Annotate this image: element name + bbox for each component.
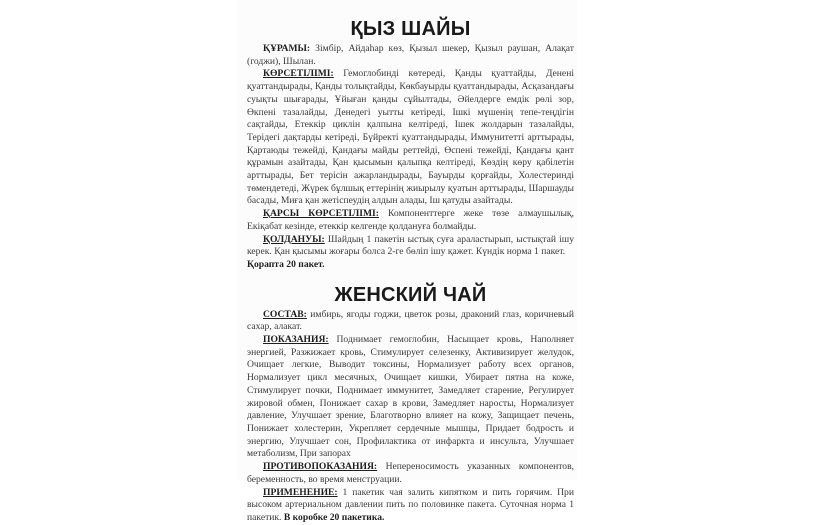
ru-contraindications-text: Непереносимость указанных компонентов, беременность, во время менструации. xyxy=(247,461,574,485)
kz-usage-label: ҚОЛДАНУЫ: xyxy=(263,233,325,245)
ru-usage-text: 1 пакетик чая залить кипятком и пить горячим. При высоком артериальном давлении пить по половинке пакета. Суточная норма 1 пакетик. xyxy=(247,486,574,523)
kz-indications-label: КӨРСЕТІЛІМІ: xyxy=(263,68,334,80)
ru-usage-label: ПРИМЕНЕНИЕ: xyxy=(263,486,338,498)
kz-usage xyxy=(247,234,574,259)
kz-contraindications-text: Компоненттерге жеке төзе алмаушылық, Екіқабат кезінде, етеккір келгенде қолдануға болмайды. xyxy=(247,208,574,232)
kz-contraindications-label: ҚАРСЫ КӨРСЕТІЛІМІ: xyxy=(263,208,379,220)
kz-contraindications xyxy=(247,208,574,233)
ru-indications-text: Поднимает гемоглобин, Насыщает кровь, Наполняет энергией, Разжижает кровь, Стимулирует селезенку, Активизирует желудок, Очищает легкие, Выводит токсины, Нормализует работу всех органов, Нормализует цикл месячных, Очищает кишки, Убирает пятна на коже, Стимулирует почки, Поднимает иммунитет, Замедляет старение, Регулирует жировой обмен, Понижает сахар в крови, Замедляет наросты, Нормализует давление, Улучшает зрение, Благотворно влияет на кожу, Защищает печень, Понижает холестерин, Укрепляет сердечные мышцы, Придает бодрость и энергию, Улучшает сон, Профилактика от инфаркта и инсульта, Улучшает метаболизм, При запорах xyxy=(247,334,574,460)
ru-title: ЖЕНСКИЙ ЧАЙ xyxy=(334,283,487,306)
ru-composition-label: СОСТАВ: xyxy=(263,308,307,320)
ru-composition-text: имбирь, ягоды годжи, цветок розы, драконий глаз, коричневый сахар, алакат. xyxy=(247,308,574,333)
ru-contraindications-label: ПРОТИВОПОКАЗАНИЯ: xyxy=(263,461,378,473)
ru-composition xyxy=(247,309,574,334)
kz-box-count: Қорапта 20 пакет. xyxy=(247,258,325,270)
kz-composition xyxy=(247,43,574,68)
ru-contraindications xyxy=(247,461,574,486)
ru-indications xyxy=(247,334,574,461)
kz-composition-text: Зімбір, Айдаһар көз, Қызыл шекер, Қызыл раушан, Алақат (годжи), Шылан. xyxy=(247,43,574,67)
kz-composition-label: ҚҰРАМЫ: xyxy=(263,43,311,54)
kz-indications xyxy=(247,68,574,208)
document-content xyxy=(247,18,574,525)
kz-usage-text: Шайдың 1 пакетін ыстық суға араластырып, ыстықтай ішу керек. Қан қысымы жоғары болса 2-ге бөліп ішу қажет. Күндік норма 1 пакет. xyxy=(247,233,574,258)
kz-title: ҚЫЗ ШАЙЫ xyxy=(350,18,471,40)
kz-indications-text: Гемоглобинді көтереді, Қанды қуаттайды, Денені қуаттандырады, Қанды толықтайды, Көкбауырды қуаттандырады, Асқазандағы суықты шығарады, Ұйыған қанды сұйылтады, Әйелдерге емдік рөлі зор, Өкпені тазалайды, Денедегі уытты кетіреді, Ішкі мүшенің тепе-теңдігін сақтайды, Етеккір циклін қалпына келтіреді, Ішек жолдарын тазалайды, Терідегі дақтарды кетіреді, Бүйректі қуаттандырады, Иммунитетті арттырады, Қартаюды тежейді, Қандағы майды реттейді, Өспені тежейді, Қандағы қант құрамын азайтады, Қан қысымын қалыпқа келтіреді, Көздің көру қабілетін арттырады, Бет терісін ажарландырады, Бауырды қорғайды, Холестеринді төмендетеді, Жүрек бұлшық еттерінің жиырылу қуатын арттырады, Шаршауды басады, Миға қан жетіспеудің алдын алады, Іш қатуды азайтады. xyxy=(247,68,574,207)
ru-indications-label: ПОКАЗАНИЯ: xyxy=(263,334,329,346)
document-page xyxy=(237,0,577,523)
ru-usage xyxy=(247,487,574,525)
ru-box-count: В коробке 20 пакетика. xyxy=(283,511,385,523)
